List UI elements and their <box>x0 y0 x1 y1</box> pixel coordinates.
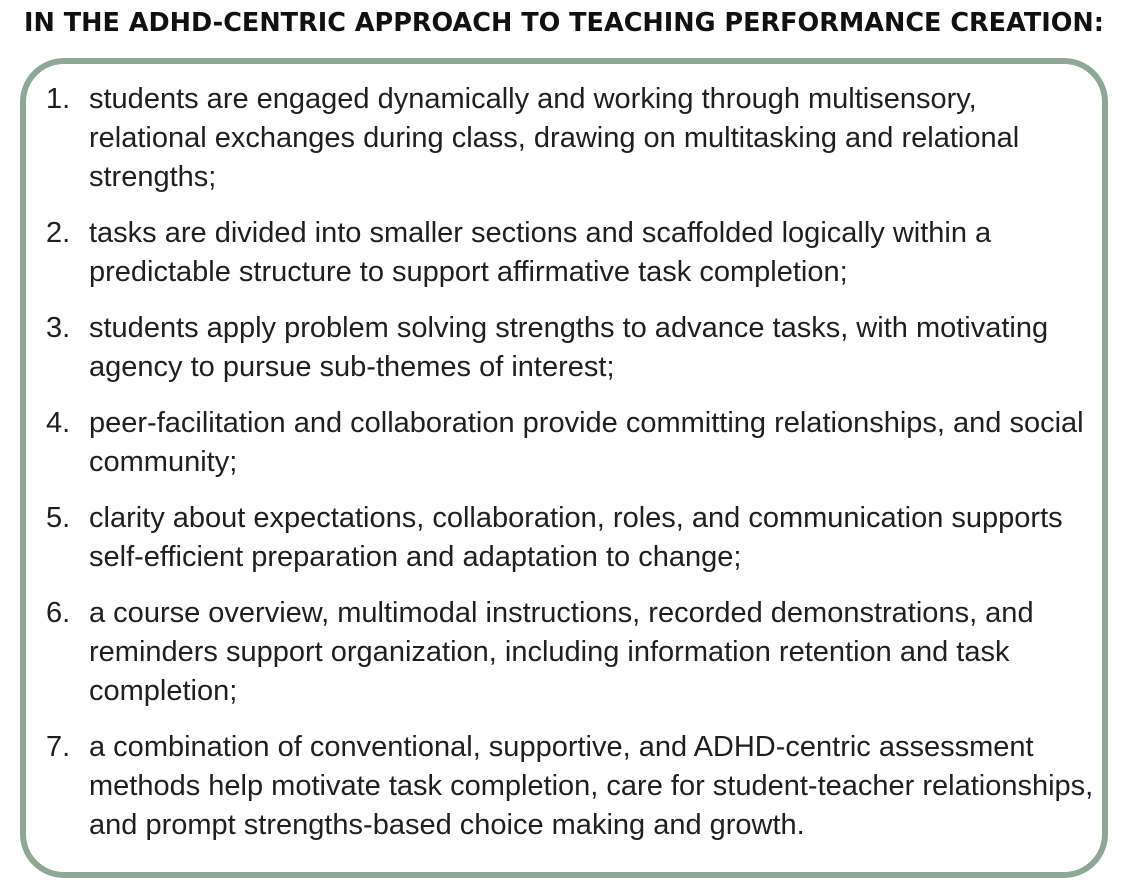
list-item-text: tasks are divided into smaller sections and scaffolded logically within a predictable structure to support affirmative task completion; <box>89 217 992 288</box>
list-item-number: 1. <box>46 83 71 115</box>
list-item-number: 3. <box>46 312 71 344</box>
list-item-text: peer-facilitation and collaboration provide committing relationships, and social community; <box>89 407 1084 478</box>
list-item <box>46 309 1096 387</box>
numbered-list <box>46 80 1096 862</box>
page-title: IN THE ADHD-CENTRIC APPROACH TO TEACHING PERFORMANCE CREATION: <box>24 8 1104 38</box>
list-item <box>46 214 1096 292</box>
list-item <box>46 80 1096 197</box>
list-item-text: students are engaged dynamically and working through multisensory, relational exchanges during class, drawing on multitasking and relational strengths; <box>89 83 1020 193</box>
list-item-number: 7. <box>46 731 71 763</box>
list-item-text: clarity about expectations, collaboration, roles, and communication supports self-efficient preparation and adaptation to change; <box>89 502 1063 573</box>
list-item-number: 2. <box>46 217 71 249</box>
list-item-text: a course overview, multimodal instructions, recorded demonstrations, and reminders support organization, including information retention and task completion; <box>89 597 1034 707</box>
list-item <box>46 728 1096 845</box>
list-item-text: a combination of conventional, supportive, and ADHD-centric assessment methods help motivate task completion, care for student-teacher relationships, and prompt strengths-based choice making and growth. <box>89 731 1094 841</box>
list-item <box>46 499 1096 577</box>
list-item <box>46 594 1096 711</box>
list-item-number: 5. <box>46 502 71 534</box>
list-item-text: students apply problem solving strengths to advance tasks, with motivating agency to pursue sub-themes of interest; <box>89 312 1049 383</box>
list-item <box>46 404 1096 482</box>
list-item-number: 4. <box>46 407 71 439</box>
list-item-number: 6. <box>46 597 71 629</box>
